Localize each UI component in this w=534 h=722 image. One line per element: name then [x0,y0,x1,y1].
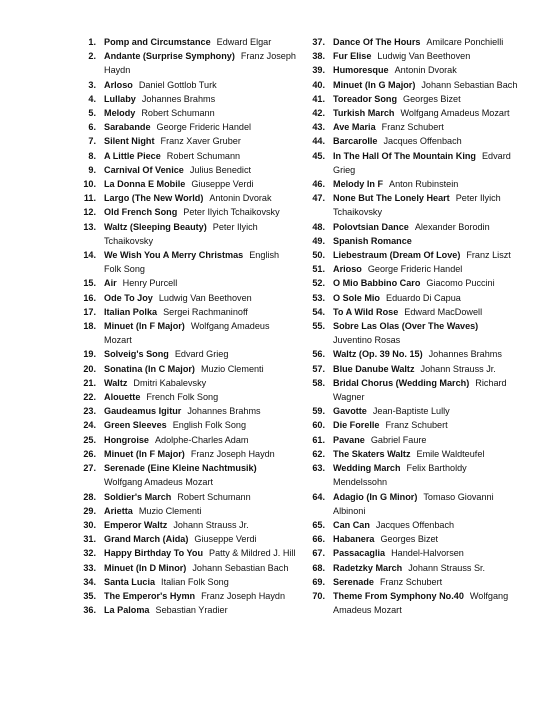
song-list-item [307,220,521,234]
song-list-item [307,433,521,447]
song-number: 20. [83,363,96,374]
song-composer: Peter Ilyich Tchaikovsky [183,207,280,218]
song-list-item [307,63,521,77]
song-composer: Georges Bizet [380,534,439,545]
song-number: 4. [88,93,96,104]
song-number: 40. [312,79,325,90]
song-list-item [78,319,296,347]
song-list-item [307,546,521,560]
song-number: 11. [83,193,96,204]
song-number: 14. [83,250,96,261]
song-title: O Mio Babbino Caro [333,278,421,289]
song-composer: Julius Benedict [189,164,252,175]
song-title: Melody [104,108,136,119]
song-list-item [78,461,296,489]
song-list-item [78,546,296,560]
song-composer: Emile Waldteufel [416,448,485,459]
song-title: Die Forelle [333,420,380,431]
song-title: Hongroise [104,434,149,445]
song-number: 7. [88,136,96,147]
song-title: Gavotte [333,406,367,417]
song-title: Waltz (Op. 39 No. 15) [333,349,423,360]
song-title: Gaudeamus Igitur [104,406,182,417]
song-title: The Skaters Waltz [333,448,411,459]
song-composer: Franz Joseph Haydn [104,51,296,76]
song-title: Liebestraum (Dream Of Love) [333,250,461,261]
song-title: Silent Night [104,136,155,147]
song-title: Alouette [104,392,141,403]
song-title: Barcarolle [333,136,378,147]
song-title: Lullaby [104,93,136,104]
song-list-item [307,262,521,276]
song-list-item [78,78,296,92]
song-composer: Georges Bizet [403,93,461,104]
song-composer: Patty & Mildred J. Hill [209,548,296,559]
song-title: Arietta [104,505,133,516]
song-composer: Wolfgang Amadeus Mozart [400,108,510,119]
song-number: 21. [83,377,96,388]
song-number: 36. [83,605,96,616]
song-composer: Giuseppe Verdi [194,534,257,545]
song-number: 38. [312,51,325,62]
song-list-item [78,177,296,191]
song-number: 62. [312,448,325,459]
song-title: Waltz [104,377,128,388]
song-title: Fur Elise [333,51,372,62]
song-number: 59. [312,406,325,417]
song-title: Grand March (Aida) [104,534,189,545]
song-list-item [307,589,521,617]
song-list-item [78,589,296,603]
song-list-item [307,78,521,92]
song-composer: Gabriel Faure [370,434,427,445]
song-composer: Daniel Gottlob Turk [138,79,217,90]
song-list-item [307,248,521,262]
song-composer: Amilcare Ponchielli [426,37,504,47]
song-number: 13. [83,221,96,232]
song-number: 41. [312,93,325,104]
song-number: 51. [312,264,325,275]
song-title: Passacaglia [333,548,386,559]
song-composer: George Frideric Handel [367,264,463,275]
song-number: 34. [83,576,96,587]
song-number: 69. [312,576,325,587]
song-number: 46. [312,179,325,190]
song-list-item [307,191,521,219]
song-composer: Peter Ilyich Tchaikovsky [333,193,501,218]
song-number: 12. [83,207,96,218]
song-composer: French Folk Song [146,392,219,403]
song-composer: Richard Wagner [333,377,507,403]
song-number: 57. [312,363,325,374]
song-title: Melody In F [333,179,384,190]
song-composer: Jacques Offenbach [383,136,462,147]
song-composer: Wolfgang Amadeus Mozart [104,477,214,488]
song-list-item [307,376,521,404]
song-number: 67. [312,548,325,559]
song-number: 48. [312,221,325,232]
song-composer: Edvard Grieg [174,349,229,360]
song-list-item [78,248,296,276]
song-list-item [78,149,296,163]
song-title: A Little Piece [104,150,161,161]
song-number: 19. [83,349,96,360]
song-list-item [78,305,296,319]
song-title: Ode To Joy [104,292,153,303]
song-list-item [307,149,521,177]
song-composer: Franz Joseph Haydn [201,590,286,601]
song-list-item [307,177,521,191]
song-number: 63. [312,463,325,474]
song-composer: Italian Folk Song [161,576,229,587]
song-composer: Alexander Borodin [414,221,490,232]
song-number: 68. [312,562,325,573]
song-composer: Anton Rubinstein [389,179,459,190]
song-number: 45. [312,150,325,161]
song-list-item [78,418,296,432]
song-composer: Handel-Halvorsen [391,548,464,559]
song-composer: Peter Ilyich Tchaikovsky [104,221,258,246]
song-list-item [78,191,296,205]
song-composer: Sebastian Yradier [155,605,228,616]
song-title: La Paloma [104,605,150,616]
song-number: 18. [83,321,96,332]
song-number: 25. [83,434,96,445]
song-composer: Juventino Rosas [333,335,401,346]
song-list-item [307,319,521,347]
song-title: Pavane [333,434,365,445]
song-number: 33. [83,562,96,573]
song-title: Pomp and Circumstance [104,37,211,47]
song-list-item [307,120,521,134]
song-list-item [78,376,296,390]
song-list-item [307,532,521,546]
song-number: 5. [88,108,96,119]
song-number: 43. [312,122,325,133]
song-title: Minuet (In F Major) [104,321,185,332]
song-number: 42. [312,108,325,119]
song-title: Habanera [333,534,375,545]
song-number: 9. [88,164,96,175]
song-number: 49. [312,235,325,246]
song-number: 10. [83,179,96,190]
song-list-item [78,362,296,376]
song-list-item [307,35,521,49]
song-composer: Edward MacDowell [404,306,483,317]
song-list-item [78,603,296,617]
song-number: 3. [88,79,96,90]
song-number: 64. [312,491,325,502]
song-number: 17. [83,306,96,317]
song-composer: Edward Elgar [216,37,272,47]
song-list-item [307,234,521,248]
song-title: Ave Maria [333,122,376,133]
song-title: Air [104,278,117,289]
song-composer: Giuseppe Verdi [191,179,254,190]
song-number: 70. [312,590,325,601]
song-composer: Johannes Brahms [187,406,261,417]
song-title: We Wish You A Merry Christmas [104,250,244,261]
song-number: 31. [83,534,96,545]
song-title: Sarabande [104,122,151,133]
song-composer: Henry Purcell [122,278,178,289]
song-list-item [307,49,521,63]
song-number: 53. [312,292,325,303]
song-list-item [78,49,296,77]
song-title: Theme From Symphony No.40 [333,590,464,601]
song-composer: Antonin Dvorak [209,193,272,204]
song-number: 58. [312,377,325,388]
song-title: Minuet (In D Minor) [104,562,187,573]
song-list-item [307,418,521,432]
song-composer: Edvard Grieg [333,150,511,175]
song-list-item [307,347,521,361]
song-list-item [78,490,296,504]
song-title: Bridal Chorus (Wedding March) [333,377,470,388]
song-list-item [307,490,521,518]
song-title: Arloso [104,79,133,90]
song-list-item [78,163,296,177]
song-composer: Robert Schumann [166,150,241,161]
song-list-item [78,575,296,589]
song-number: 35. [83,590,96,601]
song-composer: Johann Strauss Sr. [408,562,486,573]
song-title: To A Wild Rose [333,306,399,317]
song-composer: Antonin Dvorak [394,65,457,76]
song-title: Toreador Song [333,93,397,104]
song-number: 29. [83,505,96,516]
song-composer: Johannes Brahms [141,93,216,104]
song-title: Adagio (In G Minor) [333,491,418,502]
song-title: Waltz (Sleeping Beauty) [104,221,207,232]
song-number: 22. [83,392,96,403]
song-composer: Franz Schubert [379,576,443,587]
song-title: None But The Lonely Heart [333,193,450,204]
song-list-item [78,504,296,518]
song-number: 56. [312,349,325,360]
song-number: 37. [312,37,325,47]
song-number: 8. [88,150,96,161]
song-list-item [78,404,296,418]
song-list-item [78,220,296,248]
song-composer: Jacques Offenbach [375,519,455,530]
song-title: O Sole Mio [333,292,380,303]
song-number: 50. [312,250,325,261]
song-title: The Emperor's Hymn [104,590,196,601]
song-composer: Robert Schumann [141,108,215,119]
song-number: 47. [312,193,325,204]
song-number: 27. [83,463,96,474]
song-title: Blue Danube Waltz [333,363,415,374]
song-title: Sobre Las Olas (Over The Waves) [333,321,479,332]
song-composer: Johann Sebastian Bach [421,79,518,90]
song-composer: Wolfgang Amadeus Mozart [333,590,509,616]
song-list-item [307,404,521,418]
song-number: 28. [83,491,96,502]
song-composer: Franz Xaver Gruber [160,136,241,147]
song-number: 26. [83,448,96,459]
song-list-left-column [78,35,296,617]
song-title: Sonatina (In C Major) [104,363,195,374]
song-title: Happy Birthday To You [104,548,204,559]
song-title: Arioso [333,264,362,275]
song-list-item [78,276,296,290]
song-composer: Eduardo Di Capua [386,292,461,303]
song-title: Spanish Romance [333,235,412,246]
song-number: 52. [312,278,325,289]
song-number: 6. [88,122,96,133]
song-title: Serenade [333,576,374,587]
song-number: 16. [83,292,96,303]
song-title: Wedding March [333,463,401,474]
song-title: Italian Polka [104,306,158,317]
song-title: Green Sleeves [104,420,167,431]
song-number: 15. [83,278,96,289]
song-title: La Donna E Mobile [104,179,186,190]
song-title: Minuet (In F Major) [104,448,185,459]
song-composer: Johann Strauss Jr. [420,363,496,374]
song-composer: Franz Schubert [385,420,448,431]
song-list-item [307,106,521,120]
song-list-item [78,518,296,532]
song-composer: Robert Schumann [177,491,251,502]
song-number: 1. [88,37,96,47]
song-composer: Giacomo Puccini [426,278,495,289]
song-title: Polovtsian Dance [333,221,409,232]
song-composer: Johann Strauss Jr. [173,519,249,530]
song-list-item [307,134,521,148]
song-title: Largo (The New World) [104,193,204,204]
song-composer: Johannes Brahms [428,349,502,360]
song-number: 61. [312,434,325,445]
song-list-item [307,92,521,106]
song-title: Old French Song [104,207,178,218]
song-composer: George Frideric Handel [156,122,252,133]
song-list-item [78,447,296,461]
song-composer: Jean-Baptiste Lully [372,406,450,417]
song-list-item [78,92,296,106]
song-list-item [78,291,296,305]
song-title: Andante (Surprise Symphony) [104,51,235,62]
song-list-item [78,205,296,219]
song-list-item [78,532,296,546]
song-number: 32. [83,548,96,559]
song-composer: Ludwig Van Beethoven [158,292,252,303]
song-composer: Wolfgang Amadeus Mozart [104,321,270,346]
song-title: Emperor Waltz [104,519,168,530]
song-title: Dance Of The Hours [333,37,421,47]
song-composer: Muzio Clementi [138,505,202,516]
song-list-item [307,518,521,532]
song-title: Radetzky March [333,562,403,573]
song-list-item [78,106,296,120]
song-composer: Franz Joseph Haydn [190,448,275,459]
song-title: In The Hall Of The Mountain King [333,150,476,161]
song-title: Carnival Of Venice [104,164,184,175]
song-title: Solveig's Song [104,349,169,360]
song-list-item [307,276,521,290]
song-list-right-column [307,35,521,617]
song-composer: Dmitri Kabalevsky [133,377,207,388]
song-number: 55. [312,321,325,332]
song-number: 44. [312,136,325,147]
song-composer: Franz Schubert [381,122,444,133]
song-composer: Tomaso Giovanni Albinoni [333,491,494,516]
song-list-item [78,35,296,49]
song-number: 39. [312,65,325,76]
song-composer: Ludwig Van Beethoven [377,51,471,62]
song-list-item [78,134,296,148]
song-composer: Johann Sebastian Bach [192,562,289,573]
song-list-item [78,347,296,361]
song-number: 66. [312,534,325,545]
song-composer: English Folk Song [104,250,280,275]
song-composer: Adolphe-Charles Adam [154,434,249,445]
song-number: 2. [88,51,96,62]
song-number: 24. [83,420,96,431]
song-title: Minuet (In G Major) [333,79,416,90]
song-number: 54. [312,306,325,317]
song-composer: Franz Liszt [466,250,511,261]
song-list-item [78,561,296,575]
song-composer: Felix Bartholdy Mendelssohn [333,463,467,488]
song-list-item [307,461,521,489]
song-number: 23. [83,406,96,417]
song-composer: Muzio Clementi [200,363,264,374]
song-title: Turkish March [333,108,395,119]
song-title: Humoresque [333,65,389,76]
song-title: Soldier's March [104,491,172,502]
song-title: Santa Lucia [104,576,156,587]
song-list-item [307,305,521,319]
song-list-item [307,362,521,376]
song-list-item [78,120,296,134]
song-title: Serenade (Eine Kleine Nachtmusik) [104,463,257,474]
song-composer: Sergei Rachmaninoff [163,306,248,317]
song-number: 65. [312,519,325,530]
song-composer: English Folk Song [172,420,246,431]
song-list-item [307,561,521,575]
song-list-item [78,433,296,447]
song-list-item [307,447,521,461]
song-list-item [307,291,521,305]
song-number: 60. [312,420,325,431]
song-title: Can Can [333,519,370,530]
song-list-item [78,390,296,404]
song-number: 30. [83,519,96,530]
song-list-item [307,575,521,589]
